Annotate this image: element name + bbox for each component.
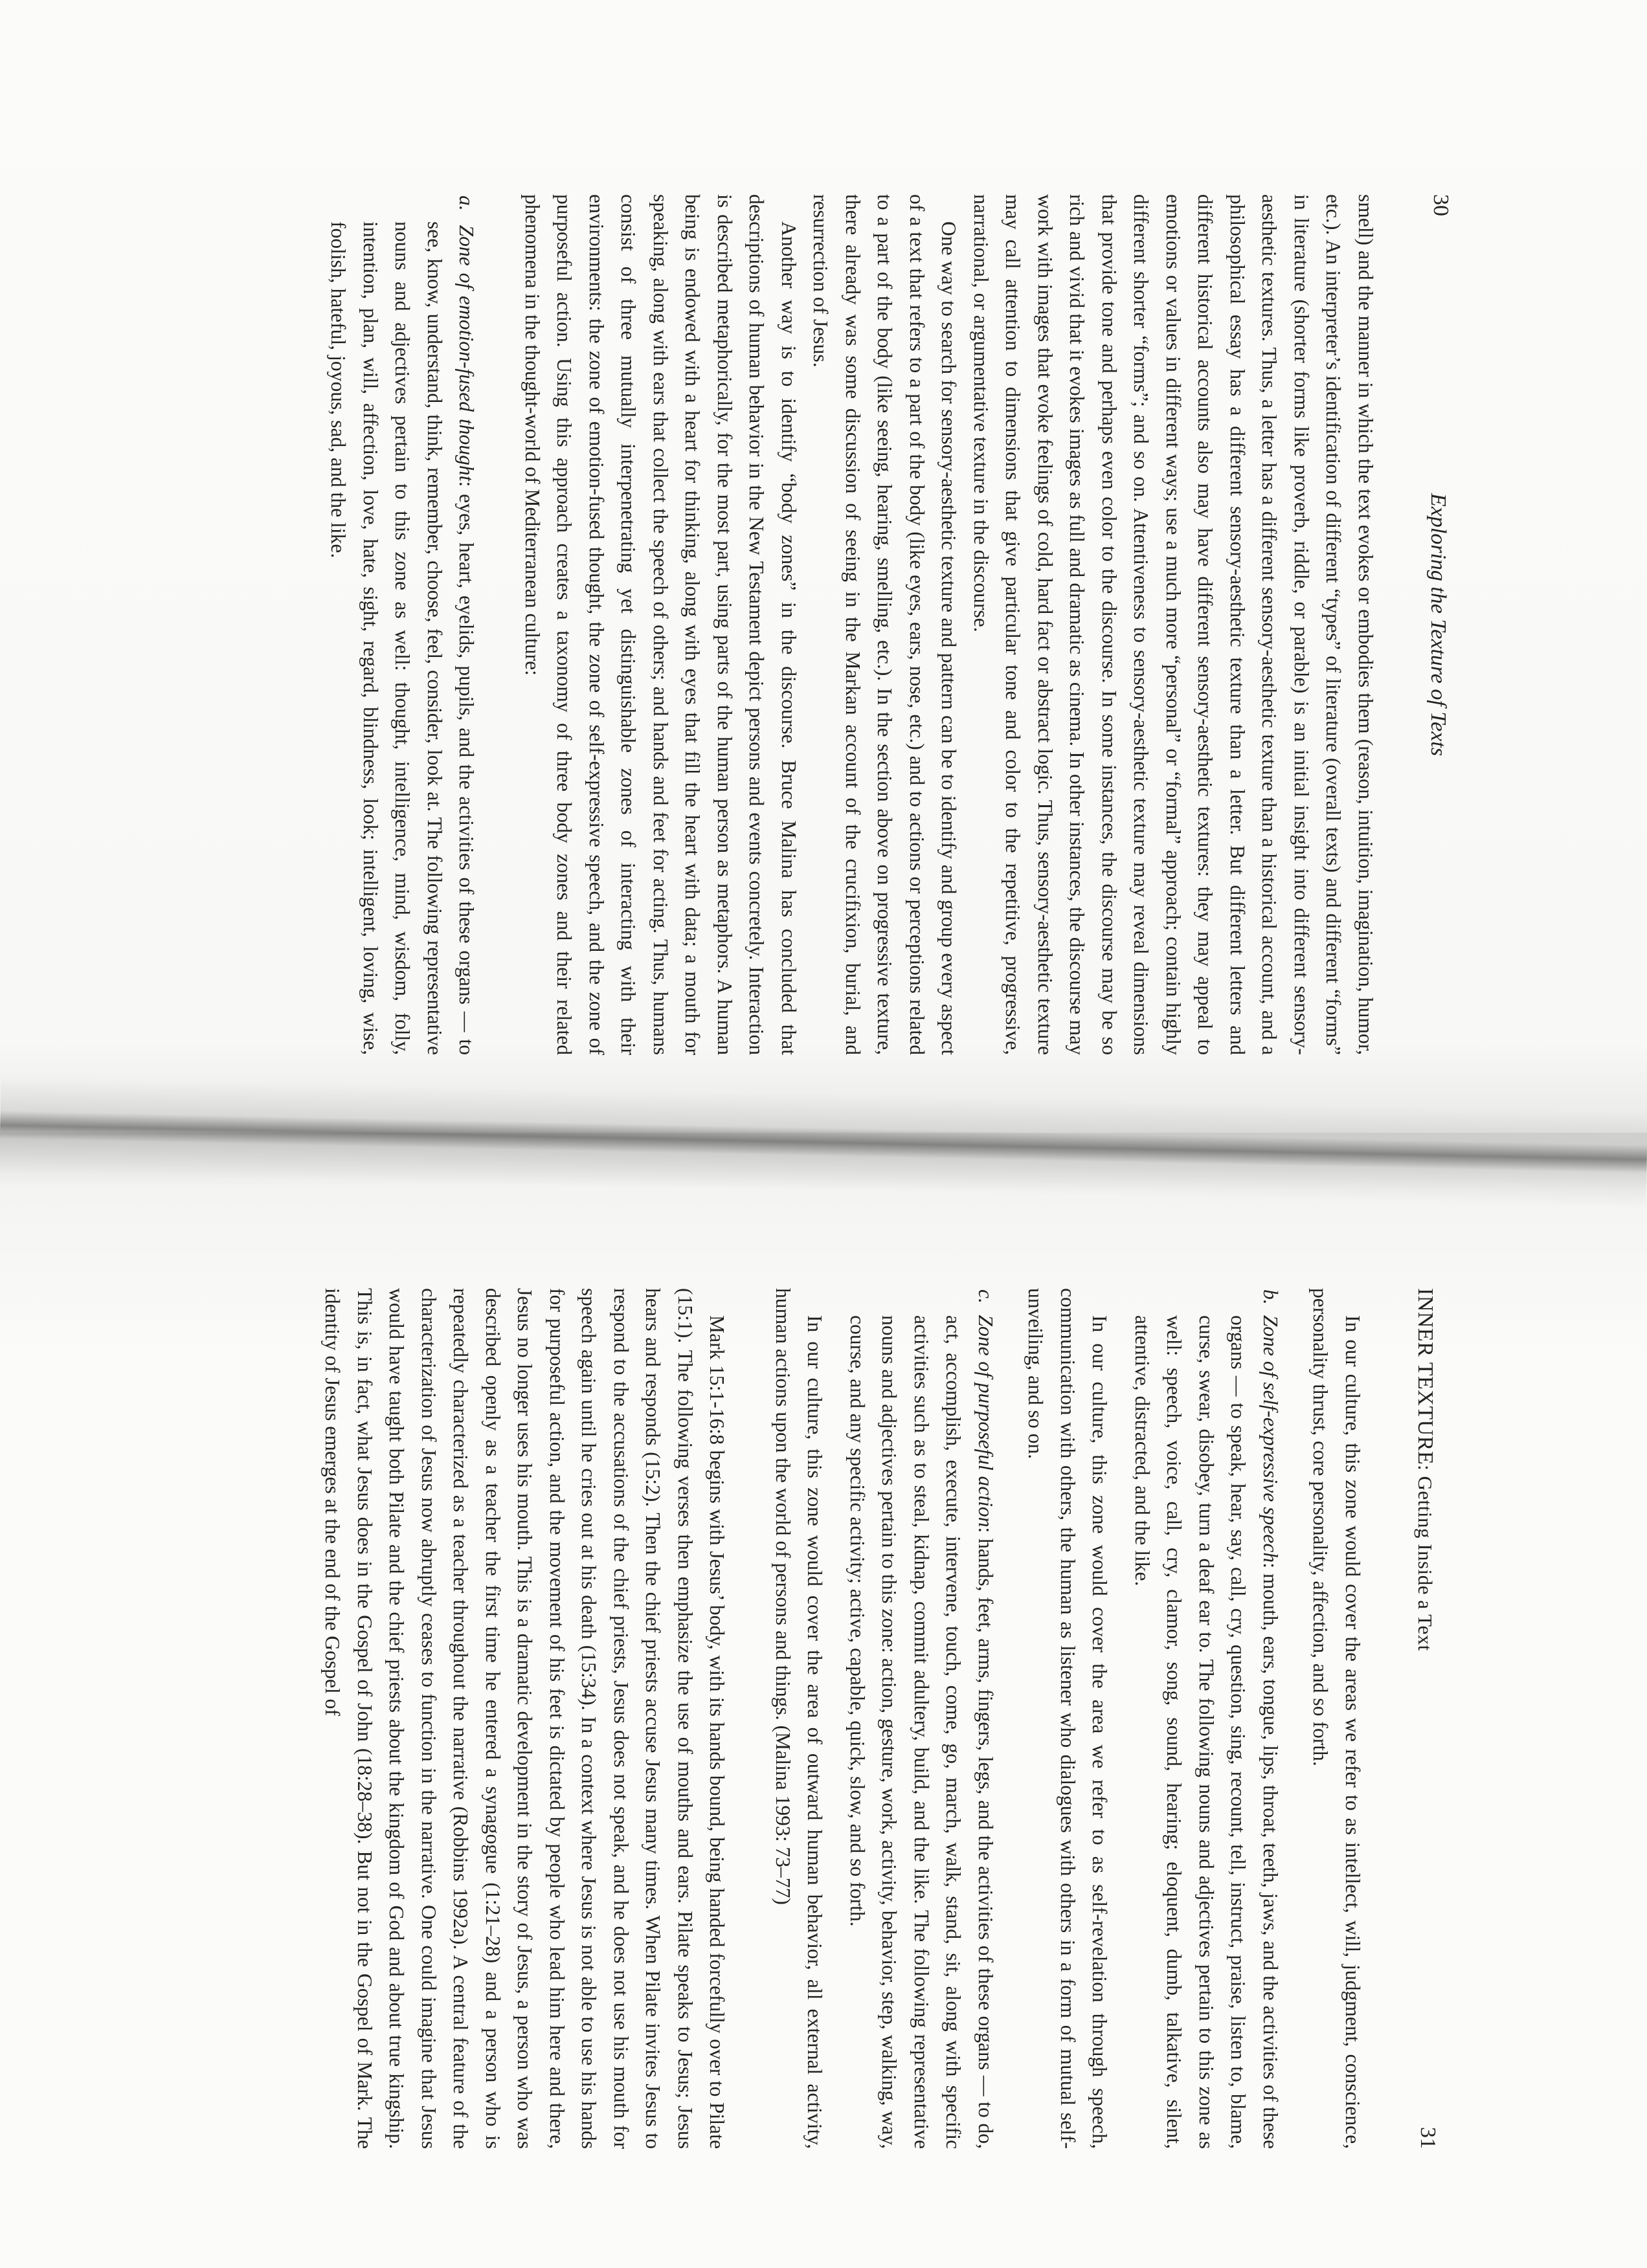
zone-description: : hands, feet, arms, fingers, legs, and the activities of these organs — to do, act, accomplish, execute, intervene, touch, come, go, march, walk, stand, sit, along with specific activities such as to steal, kidnap, commit adultery, build, and the like. The following representative nouns and adjectives pertain to this zone: action, gesture, work, activity, behavior, step, walking, way, course, and any specific activity; active, capable, quick, slow, and so forth. (846, 1315, 997, 2149)
paragraph: Another way is to identify “body zones” in the discourse. Bruce Malina has concluded that descriptions of human behavior in the New Testament depict persons and events concretely. Interaction is described metaphorically, for the most part, using parts of the human person as metaphors. A human being is endowed with a heart for thinking, along with eyes that fill the heart with data; a mouth for speaking, along with ears that collect the speech of others; and hands and feet for acting. Thus, humans consist of three mutually interpenetrating yet distinguishable zones of interacting with their environments: the zone of emotion-fused thought, the zone of self-expressive speech, and the zone of purposeful action. Using this approach creates a taxonomy of three body zones and their related phenomena in the thought-world of Mediterranean culture: (521, 194, 800, 1055)
left-page (312, 194, 1457, 1055)
paragraph: In our culture, this zone would cover the area of outward human behavior, all external activity, human actions upon the world of persons and things. (Malina 1993: 73–77) (772, 1288, 827, 2149)
running-header (1413, 1288, 1437, 1651)
zone-c-item (842, 1288, 1002, 2149)
running-header-subtitle: : Getting Inside a Text (1414, 1465, 1437, 1651)
zone-a-item (322, 194, 483, 1055)
right-page-header (1391, 1288, 1444, 2149)
paragraph: Mark 15:1-16:8 begins with Jesus’ body, with its hands bound, being handed forcefully over to Pilate (15:1). The following verses then emphasize the use of mouths and ears. Pilate speaks to Jesus; Jesus hears and responds (15:2). Then the chief priests accuse Jesus many times. When Pilate invites Jesus to respond to the accusations of the chief priests, Jesus does not speak, and he does not use his mouth for speech again until he cries out at his death (15:34). In a context where Jesus is not able to use his hands for purposeful action, and the movement of his feet is dictated by people who lead him here and there, Jesus no longer uses his mouth. This is a dramatic development in the story of Jesus, a person who was described openly as a teacher the first time he entered a synagogue (1:21–28) and a person who is repeatedly characterized as a teacher throughout the narrative (Robbins 1992a). A central feature of the characterization of Jesus now abruptly ceases to function in the narrative. One could imagine that Jesus would have taught both Pilate and the chief priests about the kingdom of God and about true kingship. This is, in fact, what Jesus does in the Gospel of John (18:28–38). But not in the Gospel of Mark. The identity of Jesus emerges at the end of the Gospel of (321, 1288, 729, 2149)
running-header-section: INNER TEXTURE (1413, 1288, 1437, 1465)
zone-title: Zone of self-expressive speech (1259, 1315, 1282, 1563)
zone-description: : mouth, ears, tongue, lips, throat, teeth, jaws, and the activities of these organs — to speak, hear, say, call, cry, question, sing, recount, tell, instruct, praise, listen to, blame, curse, swear, disobey, turn a deaf ear to. The following nouns and adjectives pertain to this zone as well: speech, voice, call, cry, clamor, song, sound, hearing; eloquent, dumb, talkative, silent, attentive, distracted, and the like. (1131, 1315, 1282, 2149)
paragraph: In our culture, this zone would cover the area we refer to as self-revelation through speech, communication with others, the human as listener who dialogues with others in a form of mutual self-unveiling, and so on. (1024, 1288, 1112, 2149)
zone-title: Zone of emotion-fused thought (455, 225, 478, 482)
zone-b-item (1126, 1288, 1287, 2149)
paragraph: smell) and the manner in which the text evokes or embodies them (reason, intuition, imagination, humor, etc.). An interpreter’s identification of different “types” of literature (overall texts) and different “forms” in literature (shorter forms like proverb, riddle, or parable) is an initial insight into different sensory-aesthetic textures. Thus, a letter has a different sensory-aesthetic texture than a historical account, and a philosophical essay has a different sensory-aesthetic texture than a letter. But different letters and different historical accounts also may have different sensory-aesthetic textures: they may appeal to emotions or values in different ways; use a much more “personal” or “formal” approach; contain highly different shorter “forms”; and so on. Attentiveness to sensory-aesthetic texture may reveal dimensions that provide tone and perhaps even color to the discourse. In some instances, the discourse may be so rich and vivid that it evokes images as full and dramatic as cinema. In other instances, the discourse may work with images that evoke feelings of cold, hard fact or abstract logic. Thus, sensory-aesthetic texture may call attention to dimensions that give particular tone and color to the repetitive, progressive, narrational, or argumentative texture in the discourse. (970, 194, 1377, 1055)
zone-description: : eyes, heart, eyelids, pupils, and the activities of these organs — to see, know, understand, think, remember, choose, feel, consider, look at. The following representative nouns and adjectives pertain to this zone as well: thought, intelligence, mind, wisdom, folly, intention, plan, will, affection, love, hate, sight, regard, blindness, look; intelligent, loving, wise, foolish, hateful, joyous, sad, and the like. (327, 221, 478, 1055)
list-label: b. (1259, 1289, 1282, 1305)
paragraph: One way to search for sensory-aesthetic texture and pattern can be to identify and group every aspect of a text that refers to a part of the body (like eyes, ears, nose, etc.) and to actions or perceptions related to a part of the body (like seeing, hearing, smelling, etc.). In the section above on progressive texture, there already was some discussion of seeing in the Markan account of the crucifixion, burial, and resurrection of Jesus. (809, 194, 961, 1055)
right-page (317, 1288, 1444, 2149)
list-label: c. (974, 1289, 997, 1304)
page-number: 31 (1416, 2127, 1440, 2149)
page-number: 30 (1429, 194, 1453, 216)
zone-title: Zone of purposeful action (974, 1315, 997, 1528)
list-label: a. (455, 195, 478, 211)
left-page-header (1404, 194, 1457, 1055)
paragraph: In our culture, this zone would cover the areas we refer to as intellect, will, judgment, conscience, personality thrust, core personality, affection, and so forth. (1309, 1288, 1364, 2149)
running-header-title: Exploring the Texture of Texts (1426, 493, 1450, 757)
